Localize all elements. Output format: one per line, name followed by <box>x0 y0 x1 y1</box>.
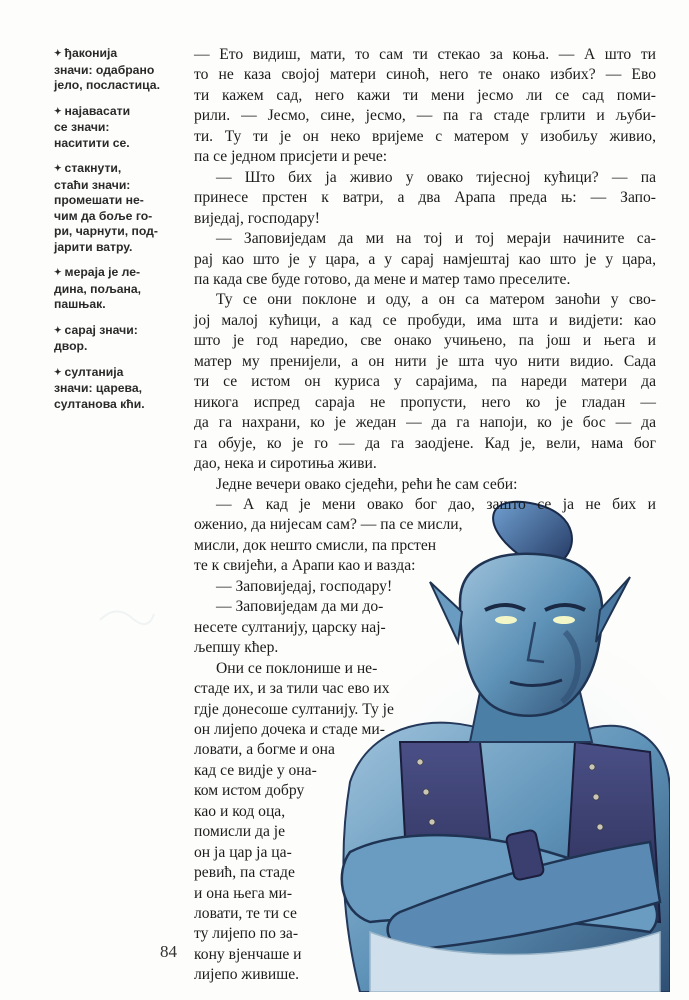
text-line: ту лијепо по за- <box>194 925 299 943</box>
text-line: рај као што је у цара, а у сарај намјештај као што је у цара, <box>194 250 656 268</box>
gloss-line: наситити се. <box>54 135 130 150</box>
gloss-djakonija <box>54 46 172 94</box>
text-line: као и код оца, <box>194 802 286 820</box>
text-line: несете султанију, царску нај- <box>194 618 386 636</box>
gloss-line: ✦ султанија <box>54 365 172 382</box>
gloss-line: ✦ стакнути, <box>54 161 172 178</box>
text-line: никога испред сараја не пропусти, него ко је гладан — <box>194 393 656 411</box>
text-line: помисли да је <box>194 823 286 841</box>
page-number: 84 <box>160 942 177 961</box>
text-line: виједај, господару! <box>194 209 320 227</box>
gloss-line: промешати не- <box>54 193 144 207</box>
text-line: — Заповиједај, господару! <box>216 577 393 595</box>
text-line: ловати, а богме и она <box>194 741 335 759</box>
gloss-saraj <box>54 323 172 355</box>
gloss-line: стаћи значи: <box>54 177 131 192</box>
text-line: мисли, док нешто смисли, па прстен <box>194 536 437 554</box>
gloss-staknuti <box>54 161 172 255</box>
story-text <box>194 45 656 986</box>
text-line: љепшу кћер. <box>194 639 279 657</box>
text-line: ком истом добру <box>194 782 305 800</box>
gloss-line: дина, пољана, <box>54 281 142 296</box>
text-line: — Заповиједам да ми до- <box>216 598 384 616</box>
text-line: — Што бих ја живио у овако тијесној кућици? — па <box>216 168 656 186</box>
glossary-sidebar <box>54 46 172 422</box>
text-line: — Заповиједам да ми на тој и тој мераји начините са- <box>216 230 656 248</box>
text-line: ревић, па стаде <box>194 864 295 882</box>
text-line: Ту се они поклоне и оду, а он са матером заноћи у сво- <box>216 291 656 309</box>
gloss-najavasati <box>54 104 172 152</box>
faint-bleedthrough-mark <box>96 600 156 630</box>
gloss-line: значи: царева, <box>54 381 143 395</box>
gloss-line: ✦ најавасати <box>54 104 172 121</box>
text-line: па се једном присјети и рече: <box>194 148 388 166</box>
text-line: да га нахрани, ко је жедан — да га напоји, ко је бос — да <box>194 414 656 432</box>
text-line: и она њега ми- <box>194 884 293 902</box>
gloss-line: чим да боље го- <box>54 208 153 223</box>
text-line: ти. Ту ти је он неко вријеме с матером у изобиљу живио, <box>194 127 656 145</box>
text-line: рили. — Јесмо, сине, јесмо, — па га стаде грлити и љуби- <box>194 107 656 125</box>
gloss-line: пашњак. <box>54 297 106 311</box>
text-line: принесе прстен к ватри, а два Арапа преда њ: — Запо- <box>194 189 656 207</box>
text-line: оженио, да нијесам сам? — па се мисли, <box>194 516 463 534</box>
gloss-line: султанова кћи. <box>54 396 145 411</box>
text-line: стаде их, и за тили час ево их <box>194 680 390 698</box>
gloss-line: ри, чарнути, под- <box>54 224 158 238</box>
text-line: то не каза својој матери синоћ, него те онако избих? — Ево <box>194 66 656 84</box>
text-line: матер му пренијели, а он нити је шта чуо нити видио. Сада <box>194 352 656 370</box>
text-line: лијепо живише. <box>194 966 300 984</box>
gloss-line: јело, посластица. <box>54 78 160 92</box>
gloss-meraja <box>54 265 172 313</box>
text-line: ти кажем сад, него кажи ти мени јесмо ли се сад поми- <box>194 86 656 104</box>
gloss-line: двор. <box>54 339 88 353</box>
text-line: јој малој кућици, а кад се пробуди, има шта и видјети: као <box>194 311 656 329</box>
text-line: ти се истом он куриса у сарајима, па нареди матери да <box>194 373 656 391</box>
text-line: — Ето видиш, мати, то сам ти стекао за коња. — А што ти <box>194 46 656 63</box>
text-line: га обује, ко је го — да га заодјене. Кад је, вели, нама бог <box>194 434 656 452</box>
gloss-line: ✦ мераја је ле- <box>54 265 172 282</box>
text-line: — А кад је мени овако бог дао, зашто се ја не бих и <box>216 495 656 513</box>
text-line: ловати, те ти се <box>194 905 297 923</box>
text-line: што је год наредио, све онако учињено, па још и њега и <box>194 332 656 350</box>
text-line: па када све буде готово, да мене и матер тамо преселите. <box>194 270 571 288</box>
text-line: он ја цар ја ца- <box>194 843 292 861</box>
gloss-line: јарити ватру. <box>54 239 133 254</box>
text-line: он лијепо дочека и стаде ми- <box>194 720 385 738</box>
text-line: те к свијећи, а Арапи као и вазда: <box>194 557 416 575</box>
gloss-line: значи: одабрано <box>54 62 155 77</box>
gloss-line: ✦ сарај значи: <box>54 323 172 340</box>
text-line: дао, нека и сиротиња живи. <box>194 455 377 473</box>
text-line: кад се видје у она- <box>194 761 317 779</box>
gloss-line: ✦ ђаконија <box>54 46 172 63</box>
text-line: кону вјенчаше и <box>194 945 302 963</box>
gloss-sultanija <box>54 365 172 413</box>
text-line: гдје донесоше султанију. Ту је <box>194 700 394 718</box>
text-line: Једне вечери овако сједећи, рећи ће сам себи: <box>216 475 518 493</box>
text-line: Они се поклонише и не- <box>216 659 378 677</box>
gloss-line: се значи: <box>54 120 110 134</box>
